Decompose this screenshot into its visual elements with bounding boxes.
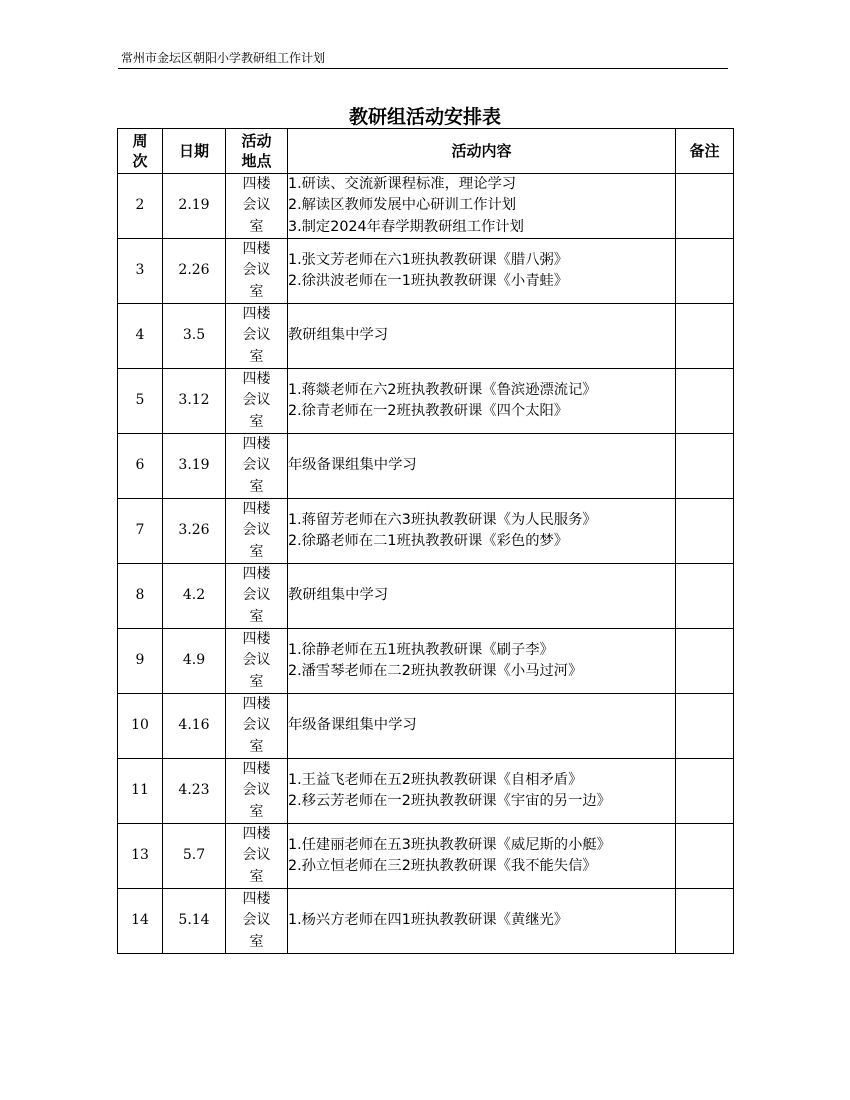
cell-date: 3.26 — [163, 499, 226, 564]
table-row — [118, 564, 734, 629]
cell-date: 3.19 — [163, 434, 226, 499]
cell-date: 4.2 — [163, 564, 226, 629]
content-line: 2.解读区教师发展中心研训工作计划 — [288, 197, 517, 214]
cell-week: 14 — [118, 889, 163, 954]
location-line: 会议 — [242, 717, 271, 734]
table-row — [118, 824, 734, 889]
location-line: 四楼 — [242, 436, 271, 453]
content-line: 1.张文芳老师在六1班执教教研课《腊八粥》 — [288, 251, 569, 268]
location-line: 四楼 — [242, 371, 271, 388]
location-line: 会议 — [242, 782, 271, 799]
header-week — [118, 129, 163, 174]
cell-note — [676, 824, 734, 889]
location-line: 室 — [249, 543, 264, 560]
location-line: 室 — [249, 608, 264, 625]
location-line: 四楼 — [242, 761, 271, 778]
location-line: 室 — [249, 933, 264, 950]
cell-week: 10 — [118, 694, 163, 759]
cell-content — [288, 499, 676, 564]
cell-week: 7 — [118, 499, 163, 564]
header-date: 日期 — [163, 129, 226, 174]
cell-note — [676, 759, 734, 824]
header-content: 活动内容 — [288, 129, 676, 174]
cell-content — [288, 434, 676, 499]
content-line: 2.移云芳老师在一2班执教教研课《宇宙的另一边》 — [288, 793, 611, 809]
cell-location — [226, 889, 288, 954]
cell-location — [226, 434, 288, 499]
cell-content — [288, 694, 676, 759]
cell-week: 2 — [118, 174, 163, 239]
cell-week: 11 — [118, 759, 163, 824]
cell-date: 4.16 — [163, 694, 226, 759]
content-line: 1.王益飞老师在五2班执教教研课《自相矛盾》 — [288, 771, 583, 788]
cell-note — [676, 304, 734, 369]
content-line: 1.任建丽老师在五3班执教教研课《威尼斯的小艇》 — [288, 836, 611, 853]
cell-content — [288, 564, 676, 629]
content-line: 1.研读、交流新课程标准，理论学习 — [288, 176, 517, 193]
location-line: 四楼 — [242, 826, 271, 843]
cell-content — [288, 369, 676, 434]
location-line: 四楼 — [242, 501, 271, 518]
content-line: 2.潘雪琴老师在二2班执教教研课《小马过河》 — [288, 663, 583, 679]
location-line: 四楼 — [242, 566, 271, 583]
table-row — [118, 239, 734, 304]
cell-location — [226, 564, 288, 629]
location-line: 会议 — [242, 587, 271, 604]
content-line: 教研组集中学习 — [288, 327, 389, 344]
location-line: 会议 — [242, 847, 271, 864]
cell-location — [226, 824, 288, 889]
cell-content — [288, 629, 676, 694]
cell-week: 13 — [118, 824, 163, 889]
location-line: 会议 — [242, 392, 271, 409]
content-line: 年级备课组集中学习 — [288, 717, 417, 734]
cell-date: 4.9 — [163, 629, 226, 694]
content-line: 1.杨兴方老师在四1班执教教研课《黄继光》 — [288, 912, 569, 929]
content-line: 年级备课组集中学习 — [288, 457, 417, 474]
cell-content — [288, 889, 676, 954]
location-line: 四楼 — [242, 631, 271, 648]
cell-note — [676, 499, 734, 564]
location-line: 室 — [249, 738, 264, 755]
content-line: 教研组集中学习 — [288, 587, 389, 604]
cell-week: 6 — [118, 434, 163, 499]
header-week-line2: 次 — [132, 152, 148, 170]
location-line: 会议 — [242, 197, 271, 214]
location-line: 四楼 — [242, 696, 271, 713]
cell-content — [288, 304, 676, 369]
content-line: 1.蒋燚老师在六2班执教教研课《鲁滨逊漂流记》 — [288, 381, 597, 398]
cell-week: 9 — [118, 629, 163, 694]
content-line: 1.徐静老师在五1班执教教研课《刷子李》 — [288, 641, 554, 658]
table-row — [118, 629, 734, 694]
content-line: 2.孙立恒老师在三2班执教教研课《我不能失信》 — [288, 858, 597, 874]
location-line: 会议 — [242, 912, 271, 929]
cell-note — [676, 564, 734, 629]
table-body — [118, 174, 734, 954]
cell-date: 3.5 — [163, 304, 226, 369]
header-location-line2: 地点 — [241, 152, 272, 170]
table-row — [118, 174, 734, 239]
location-line: 室 — [249, 218, 264, 235]
content-line: 1.蒋留芳老师在六3班执教教研课《为人民服务》 — [288, 511, 597, 528]
location-line: 四楼 — [242, 176, 271, 193]
location-line: 会议 — [242, 327, 271, 344]
header-note: 备注 — [676, 129, 734, 174]
content-line: 2.徐青老师在一2班执教教研课《四个太阳》 — [288, 403, 569, 419]
cell-location — [226, 239, 288, 304]
location-line: 室 — [249, 413, 264, 430]
header-week-line1: 周 — [132, 132, 148, 150]
content-line: 2.徐洪波老师在一1班执教教研课《小青蛙》 — [288, 273, 569, 289]
content-line: 2.徐璐老师在二1班执教教研课《彩色的梦》 — [288, 533, 569, 549]
cell-date: 3.12 — [163, 369, 226, 434]
location-line: 室 — [249, 868, 264, 885]
cell-note — [676, 694, 734, 759]
cell-date: 2.26 — [163, 239, 226, 304]
table-header-row — [118, 129, 734, 174]
table-row — [118, 694, 734, 759]
location-line: 室 — [249, 283, 264, 300]
location-line: 会议 — [242, 522, 271, 539]
location-line: 室 — [249, 478, 264, 495]
cell-date: 4.23 — [163, 759, 226, 824]
cell-note — [676, 239, 734, 304]
cell-location — [226, 369, 288, 434]
page-header-text: 常州市金坛区朝阳小学教研组工作计划 — [121, 51, 326, 65]
location-line: 会议 — [242, 652, 271, 669]
header-rule — [118, 68, 728, 69]
cell-note — [676, 434, 734, 499]
table-row — [118, 889, 734, 954]
location-line: 室 — [249, 673, 264, 690]
cell-content — [288, 174, 676, 239]
location-line: 四楼 — [242, 241, 271, 258]
cell-content — [288, 759, 676, 824]
cell-note — [676, 369, 734, 434]
cell-note — [676, 174, 734, 239]
cell-week: 4 — [118, 304, 163, 369]
table-row — [118, 499, 734, 564]
location-line: 室 — [249, 348, 264, 365]
cell-location — [226, 694, 288, 759]
location-line: 四楼 — [242, 306, 271, 323]
cell-week: 8 — [118, 564, 163, 629]
cell-location — [226, 174, 288, 239]
header-location — [226, 129, 288, 174]
cell-week: 3 — [118, 239, 163, 304]
table-row — [118, 434, 734, 499]
cell-week: 5 — [118, 369, 163, 434]
cell-date: 5.7 — [163, 824, 226, 889]
table-title: 教研组活动安排表 — [348, 106, 501, 128]
cell-location — [226, 499, 288, 564]
cell-date: 2.19 — [163, 174, 226, 239]
activity-schedule-table — [117, 128, 734, 954]
location-line: 室 — [249, 803, 264, 820]
cell-date: 5.14 — [163, 889, 226, 954]
header-location-line1: 活动 — [241, 132, 272, 150]
cell-note — [676, 889, 734, 954]
table-row — [118, 304, 734, 369]
cell-content — [288, 824, 676, 889]
location-line: 会议 — [242, 457, 271, 474]
cell-location — [226, 629, 288, 694]
table-row — [118, 369, 734, 434]
cell-location — [226, 759, 288, 824]
content-line: 3.制定2024年春学期教研组工作计划 — [288, 218, 524, 235]
cell-location — [226, 304, 288, 369]
location-line: 会议 — [242, 262, 271, 279]
table-row — [118, 759, 734, 824]
cell-note — [676, 629, 734, 694]
location-line: 四楼 — [242, 891, 271, 908]
cell-content — [288, 239, 676, 304]
